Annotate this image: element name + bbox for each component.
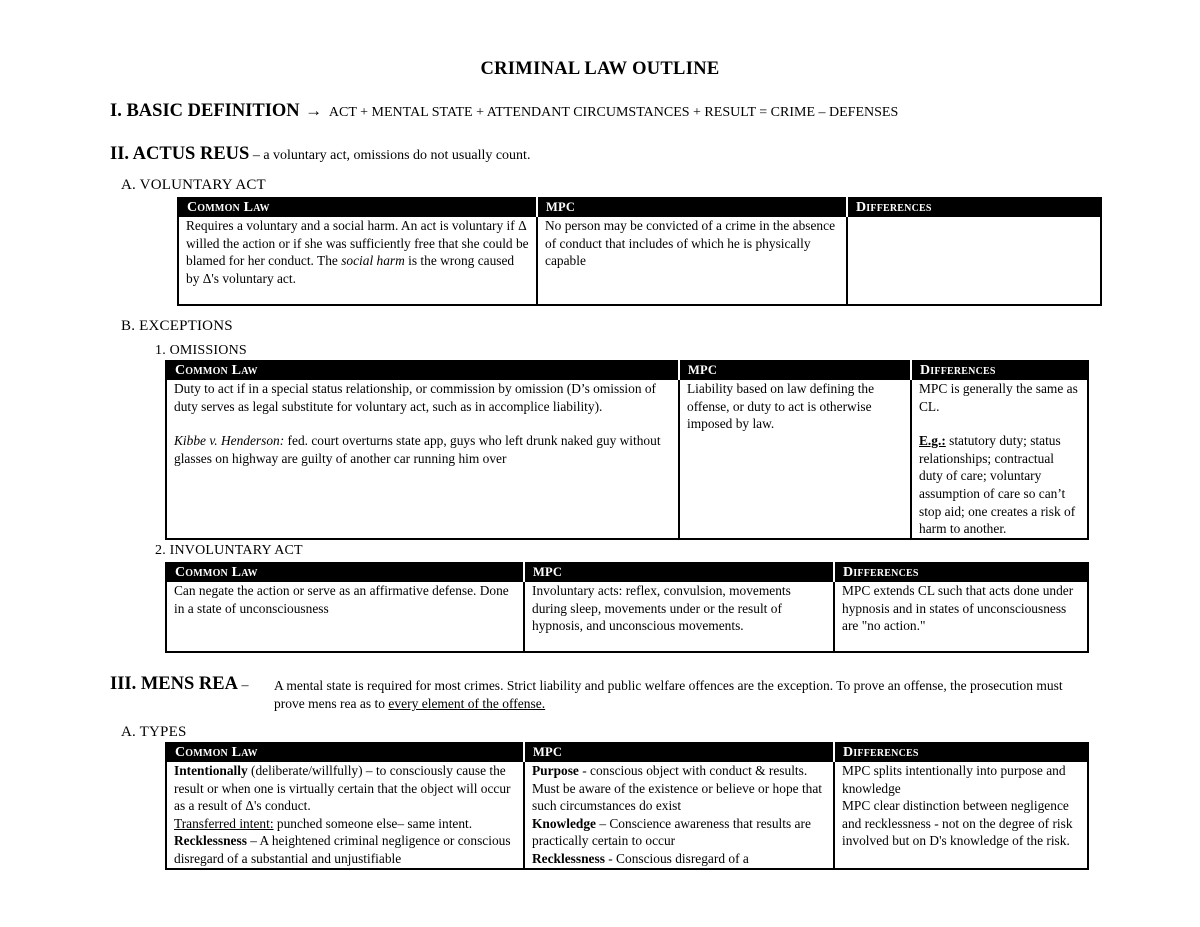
- heading-dash: –: [241, 678, 249, 693]
- mens-rea-types-table: [165, 742, 1089, 870]
- definition-formula: ACT + MENTAL STATE + ATTENDANT CIRCUMSTANCES + RESULT = CRIME – DEFENSES: [328, 105, 899, 120]
- mpc-cell: Liability based on law defining the offense, or duty to act is otherwise imposed by law.: [679, 380, 911, 539]
- mpc-cell: Involuntary acts: reflex, convulsion, movements during sleep, movements under or the result of hypnosis, and unconscious movements.: [524, 582, 834, 652]
- voluntary-act-table: [177, 197, 1102, 306]
- subheading-exceptions: B. EXCEPTIONS: [121, 318, 233, 334]
- subheading-omissions: 1. OMISSIONS: [155, 343, 247, 358]
- column-header: Common Law: [166, 563, 524, 582]
- column-header: Differences: [847, 198, 1101, 217]
- section-heading: III. MENS REA: [110, 674, 238, 694]
- column-header: MPC: [679, 361, 911, 380]
- section-heading: II. ACTUS REUS: [110, 144, 250, 164]
- right-arrow-icon: →: [305, 101, 323, 120]
- column-header: Differences: [834, 563, 1088, 582]
- column-header: MPC: [524, 563, 834, 582]
- page-title: CRIMINAL LAW OUTLINE: [480, 59, 720, 79]
- column-header: MPC: [537, 198, 847, 217]
- section-actus-reus: [110, 144, 530, 165]
- subheading-involuntary-act: 2. INVOLUNTARY ACT: [155, 543, 303, 558]
- column-header: Differences: [911, 361, 1088, 380]
- column-header: Common Law: [166, 743, 524, 762]
- subheading-voluntary-act: A. VOLUNTARY ACT: [121, 177, 266, 193]
- column-header: MPC: [524, 743, 834, 762]
- omissions-table: [165, 360, 1089, 540]
- differences-cell: [847, 217, 1101, 305]
- involuntary-act-table: [165, 562, 1089, 653]
- mpc-cell: Purpose - conscious object with conduct & results. Must be aware of the existence or believe or hope that such circumstances do exist Knowledge – Conscience awareness that results are practically certain to occur Recklessness - Conscious disregard of a: [524, 762, 834, 869]
- differences-cell: MPC splits intentionally into purpose and knowledge MPC clear distinction between negligence and recklessness - not on the degree of risk involved but on D's knowledge of the risk.: [834, 762, 1088, 869]
- differences-cell: MPC extends CL such that acts done under hypnosis and in states of unconsciousness are "no action.": [834, 582, 1088, 652]
- column-header: Common Law: [178, 198, 537, 217]
- differences-cell: MPC is generally the same as CL. E.g.: statutory duty; status relationships; contractual duty of care; voluntary assumption of care so can’t stop aid; one creates a risk of harm to another.: [911, 380, 1088, 539]
- section-mens-rea: [110, 674, 248, 695]
- section-heading: I. BASIC DEFINITION: [110, 101, 300, 121]
- column-header: Common Law: [166, 361, 679, 380]
- subheading-types: A. TYPES: [121, 724, 187, 740]
- section-basic-definition: [110, 101, 898, 122]
- section-description: A mental state is required for most crimes. Strict liability and public welfare offences are the exception. To prove an offense, the prosecution must prove mens rea as to every element of the offense.: [274, 678, 1063, 711]
- common-law-cell: Duty to act if in a special status relationship, or commission by omission (D’s omission of duty serves as legal substitute for voluntary act, such as in accomplice liability). Kibbe v. Henderson: fed. court overturns state app, guys who left drunk naked guy without glasses on highway are guilty of another car running him over: [174, 381, 661, 466]
- mpc-cell: No person may be convicted of a crime in the absence of conduct that includes of which he is physically capable: [537, 217, 847, 305]
- common-law-cell: Intentionally (deliberate/willfully) – to consciously cause the result or when one is virtually certain that the object will occur as a result of Δ's conduct. Transferred intent: punched someone else– same intent. Recklessness – A heightened criminal negligence or conscious disregard of a substantial and unjustifiable: [174, 763, 511, 866]
- common-law-cell: Can negate the action or serve as an affirmative defense. Done in a state of unconsciousness: [174, 583, 509, 616]
- section-description: – a voluntary act, omissions do not usually count.: [252, 148, 531, 163]
- column-header: Differences: [834, 743, 1088, 762]
- common-law-cell: Requires a voluntary and a social harm. An act is voluntary if Δ willed the action or if she was sufficiently free that she could be blamed for her conduct. The social harm is the wrong caused by Δ's voluntary act.: [186, 218, 529, 286]
